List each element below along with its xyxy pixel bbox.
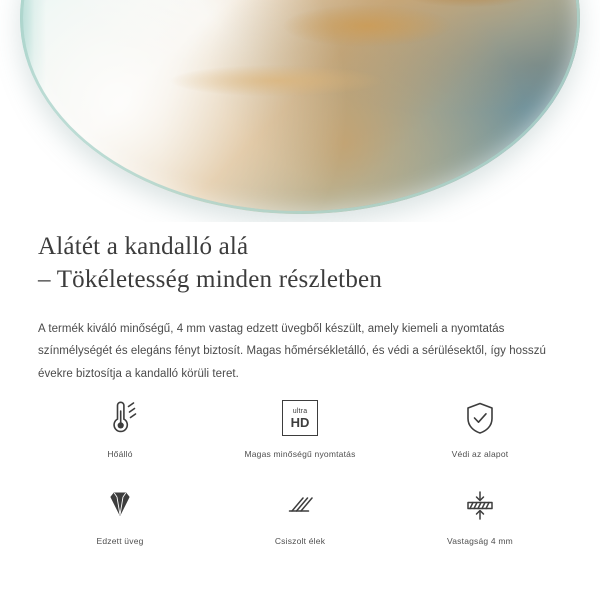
description-paragraph: A termék kiváló minőségű, 4 mm vastag edzett üvegből készült, amely kiemeli a nyomtatás színmélységét és elegáns fényt biztosít. Magas hőmérsékletálló, és védi a sérülésektől, így hosszú évekre biztosítja a kandalló körüli teret. (38, 323, 546, 380)
round-glass-board-photo (20, 0, 580, 214)
ultra-hd-badge-top: ultra (292, 407, 308, 415)
feature-item-tempered-glass (30, 482, 210, 547)
feature-label: Vastagság 4 mm (447, 536, 513, 547)
feature-label: Csiszolt élek (274, 536, 326, 547)
feature-label: Edzett üveg (96, 536, 144, 547)
headline-line-1: Alátét a kandalló alá (38, 233, 249, 260)
feature-item-polished-edges (210, 482, 390, 547)
feature-grid (30, 395, 570, 547)
ultra-hd-icon (282, 395, 318, 441)
page-title (38, 230, 562, 296)
polished-edges-icon (279, 482, 321, 528)
marble-veins-decoration (20, 0, 580, 214)
ultra-hd-badge-bottom: HD (290, 414, 310, 430)
feature-item-thickness (390, 482, 570, 547)
shield-check-icon (459, 395, 501, 441)
glass-edge-highlight (20, 0, 46, 214)
feature-label: Magas minőségű nyomtatás (244, 449, 356, 459)
diamond-icon (99, 482, 141, 528)
feature-item-print-quality (210, 395, 390, 460)
hero-image (0, 0, 600, 222)
feature-label: Hőálló (107, 449, 133, 459)
feature-item-protects-surface (390, 395, 570, 460)
thermometer-icon (99, 395, 141, 441)
headline-line-2: – Tökéletesség minden részletben (38, 266, 383, 293)
feature-label: Védi az alapot (451, 449, 509, 459)
text-content (38, 230, 562, 385)
thickness-icon (459, 482, 501, 528)
feature-item-heat-resistant (30, 395, 210, 460)
glass-rim (20, 0, 580, 214)
